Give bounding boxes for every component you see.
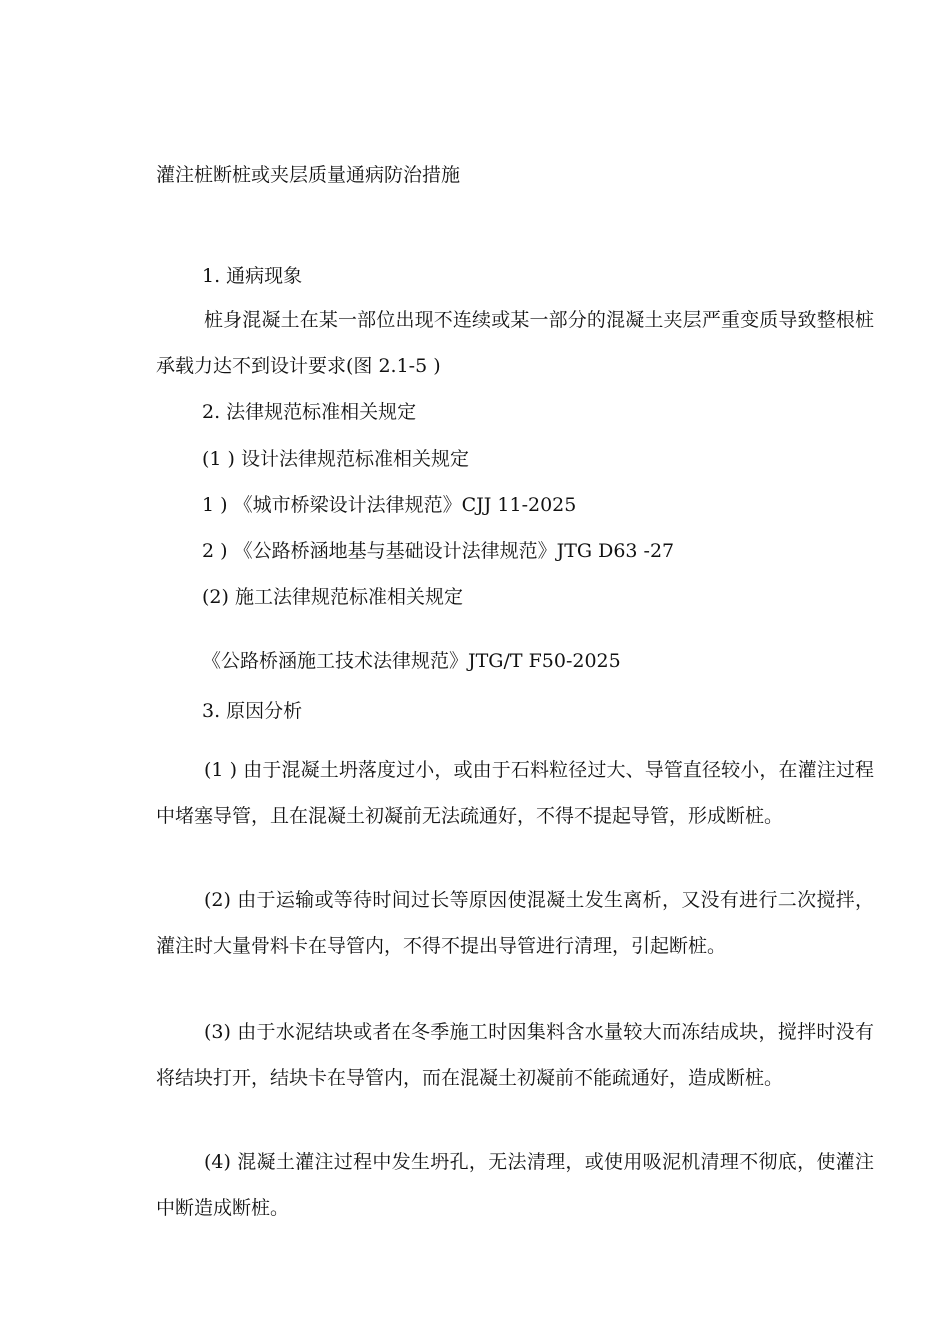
section-heading-symptoms: 1. 通病现象: [202, 265, 303, 287]
regulation-item-2: 2 ) 《公路桥涵地基与基础设计法律规范》JTG D63 -27: [202, 540, 675, 562]
subheading-construction-regulations: (2) 施工法律规范标准相关规定: [202, 586, 463, 608]
regulation-item-1: 1 ) 《城市桥梁设计法律规范》CJJ 11-2025: [202, 494, 577, 516]
paragraph-cause-3: (3) 由于水泥结块或者在冬季施工时因集料含水量较大而冻结成块，搅拌时没有将结块打开，结块卡在导管内，而在混凝土初凝前不能疏通好，造成断桩。: [156, 1021, 874, 1089]
paragraph-symptoms: 桩身混凝土在某一部位出现不连续或某一部分的混凝土夹层严重变质导致整根桩承载力达不到设计要求(图 2.1-5 ): [156, 309, 874, 377]
paragraph-cause-4: (4) 混凝土灌注过程中发生坍孔，无法清理，或使用吸泥机清理不彻底，使灌注中断造成断桩。: [156, 1151, 874, 1219]
paragraph-cause-2: (2) 由于运输或等待时间过长等原因使混凝土发生离析，又没有进行二次搅拌，灌注时大量骨料卡在导管内，不得不提出导管进行清理，引起断桩。: [156, 889, 874, 957]
paragraph-cause-1: (1 ) 由于混凝土坍落度过小，或由于石料粒径过大、导管直径较小，在灌注过程中堵塞导管，且在混凝土初凝前无法疏通好，不得不提起导管，形成断桩。: [156, 759, 874, 827]
regulation-item-3: 《公路桥涵施工技术法律规范》JTG/T F50-2025: [202, 650, 621, 672]
subheading-design-regulations: (1 ) 设计法律规范标准相关规定: [202, 448, 469, 470]
section-heading-causes: 3. 原因分析: [202, 700, 303, 722]
section-heading-regulations: 2. 法律规范标准相关规定: [202, 401, 417, 423]
document-title: 灌注桩断桩或夹层质量通病防治措施: [156, 164, 461, 186]
